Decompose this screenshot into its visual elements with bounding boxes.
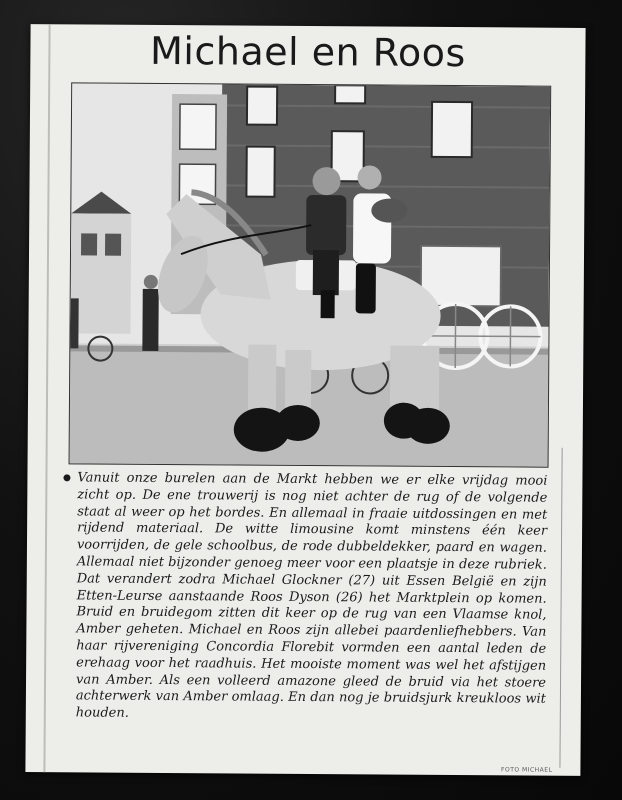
wedding-couple-on-horse-photo	[70, 83, 551, 466]
photo-credit: FOTO MICHAEL	[501, 766, 553, 774]
headline: Michael en Roos	[149, 28, 466, 76]
article-body	[75, 470, 547, 763]
bullet-icon	[63, 474, 70, 481]
newspaper-clipping	[25, 24, 585, 776]
fold-line	[43, 24, 50, 772]
news-photo	[69, 82, 552, 467]
article-text: Vanuit onze burelen aan de Markt hebben we er elke vrijdag mooi zicht op. De ene trouwerij is nog niet achter de rug of de volgende staat al weer op het bordes. En allemaal in fraaie uitdossingen en met rijdend materiaal. De witte limousine komt minstens één keer voorrijden, de gele schoolbus, de rode dubbeldekker, paard en wagen. Allemaal niet bijzonder genoeg meer voor een plaatsje in deze rubriek. Dat verandert zodra Michael Glockner (27) uit Essen België en zijn Etten-Leurse aanstaande Roos Dyson (26) het Marktplein op komen. Bruid en bruidegom zitten dit keer op de rug van een Vlaamse knol, Amber geheten. Michael en Roos zijn allebei paardenliefhebbers. Van haar rijvereniging Concordia Florebit vormden een aantal leden de erehaag voor het raadhuis. Het mooiste moment was wel het afstijgen van Amber. Als een volleerd amazone gleed de bruid via het stoere achterwerk van Amber omlaag. En dan nog je bruidsjurk kreukloos wit houden.	[75, 470, 548, 721]
column-rule	[559, 448, 562, 768]
